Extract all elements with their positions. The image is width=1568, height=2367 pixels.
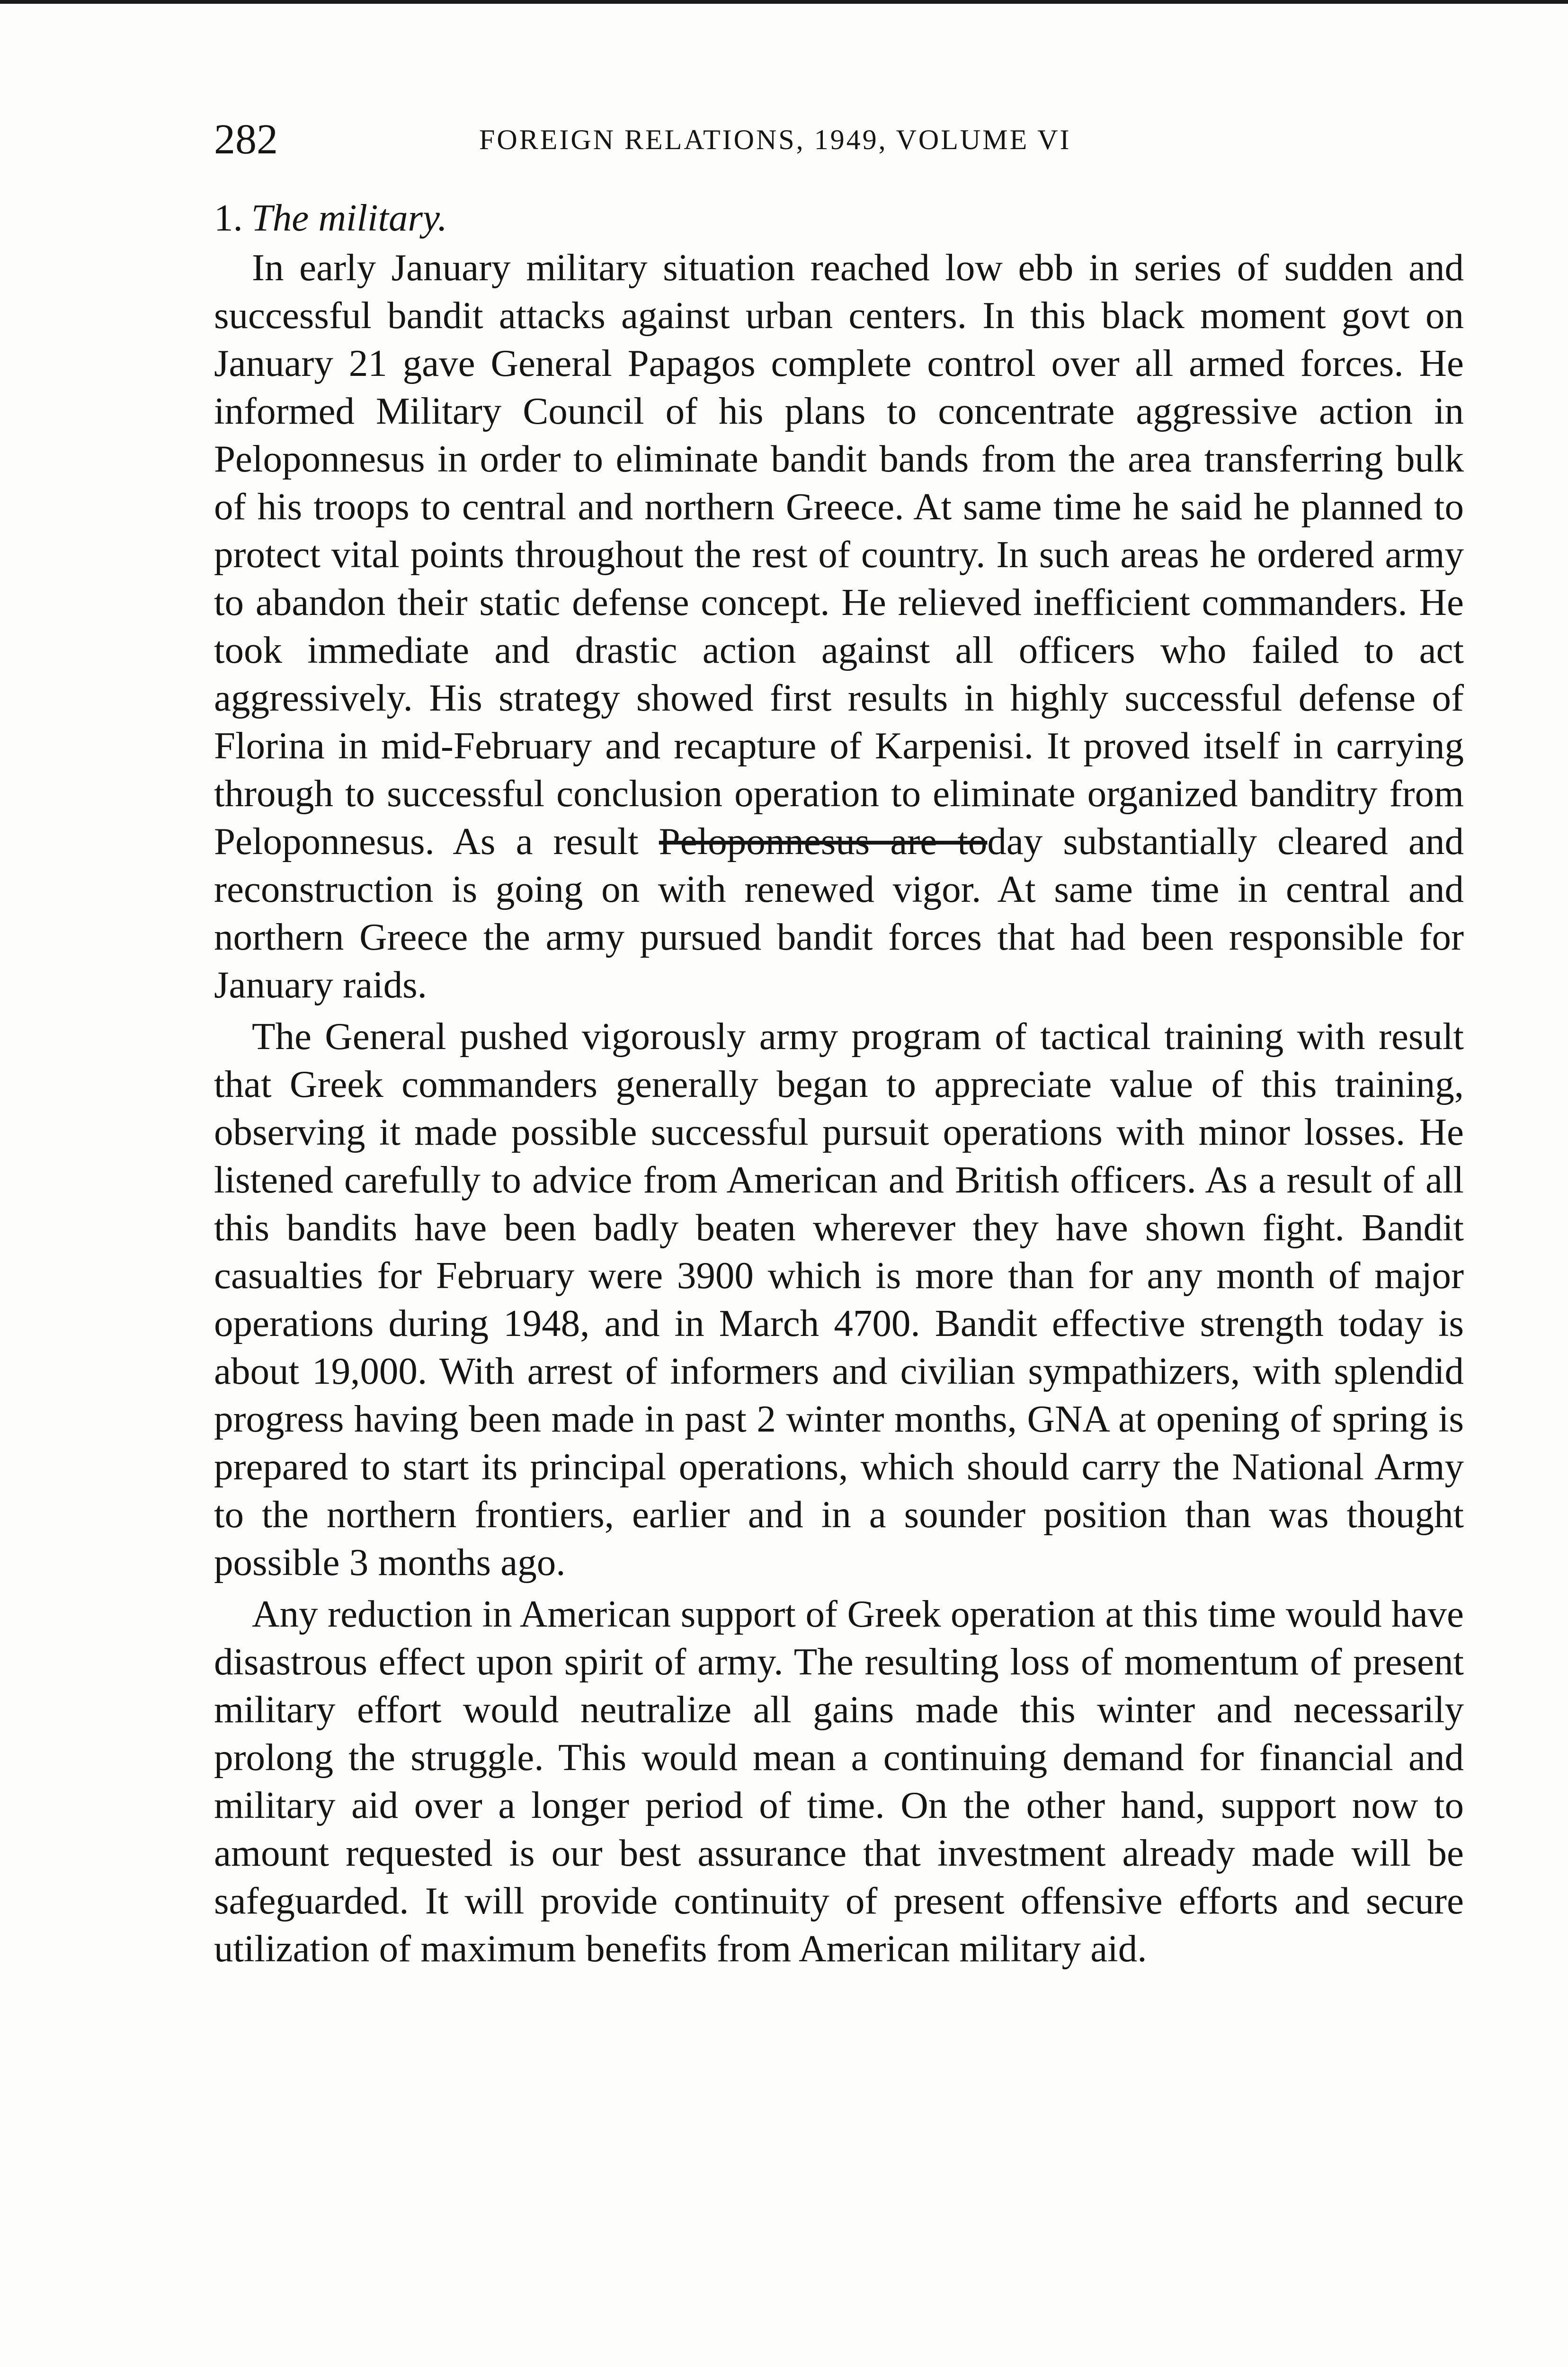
paragraph xyxy=(214,244,1464,1009)
running-head: FOREIGN RELATIONS, 1949, VOLUME VI xyxy=(479,124,1071,155)
paragraph: Any reduction in American support of Greek operation at this time would have disastrous effect upon spirit of army. The resulting loss of momentum of present military effort would neutralize all gains made this winter and necessarily prolong the struggle. This would mean a continuing demand for financial and military aid over a longer period of time. On the other hand, support now to amount requested is our best assurance that investment already made will be safeguarded. It will provide continuity of present offensive efforts and secure utilization of maximum benefits from American military aid. xyxy=(214,1593,1464,1970)
section-title: The military. xyxy=(251,196,447,239)
page-header xyxy=(214,114,1237,166)
section-number: 1. xyxy=(214,196,243,239)
paragraph: The General pushed vigorously army program of tactical training with result that Greek commanders generally began to appreciate value of this training, observing it made possible successful pursuit operations with minor losses. He listened carefully to advice from American and British officers. As a result of all this bandits have been badly beaten wherever they have shown fight. Bandit casualties for February were 3900 which is more than for any month of major operations during 1948, and in March 4700. Bandit effective strength today is about 19,000. With arrest of informers and civilian sympathizers, with splendid progress having been made in past 2 winter months, GNA at opening of spring is prepared to start its principal operations, which should carry the National Army to the northern frontiers, earlier and in a sounder position than was thought possible 3 months ago. xyxy=(214,1015,1464,1584)
body-text xyxy=(214,194,1464,1976)
section-heading xyxy=(214,194,1464,242)
paragraph-text-continued: day substantially cleared and reconstruction is going on with renewed vigor. At same time in central and northern Greece the army pursued bandit forces that had been responsible for January raids. xyxy=(214,820,1464,1006)
page-number: 282 xyxy=(214,116,278,163)
top-edge-rule xyxy=(0,0,1568,4)
paragraph-text: In early January military situation reached low ebb in series of sudden and successful bandit attacks against urban centers. In this black moment govt on January 21 gave General Papagos complete control over all armed forces. He informed Military Council of his plans to concentrate aggressive action in Peloponnesus in order to eliminate bandit bands from the area transferring bulk of his troops to central and northern Greece. At same time he said he planned to protect vital points throughout the rest of country. In such areas he ordered army to abandon their static defense concept. He relieved inefficient commanders. He took immediate and drastic action against all officers who failed to act aggressively. His strategy showed first results in highly successful defense of Florina in mid-February and recapture of Karpenisi. It proved itself in carrying through to successful conclusion operation to eliminate organized banditry from Peloponnesus. As a result xyxy=(214,246,1464,863)
struck-through-text: Peloponnesus are to xyxy=(659,820,988,863)
